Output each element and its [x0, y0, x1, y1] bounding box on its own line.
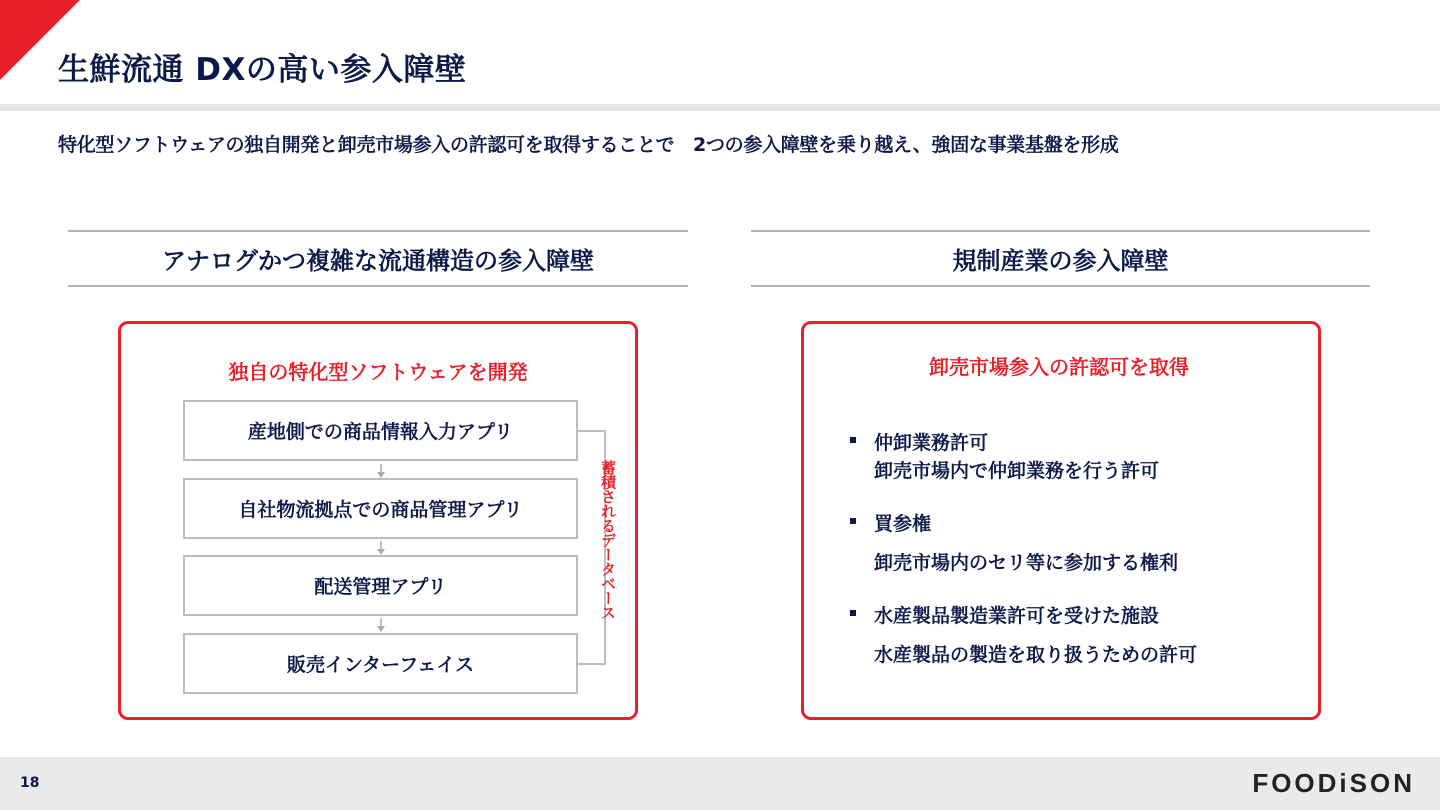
right-section-heading-text: 規制産業の参入障壁 [952, 247, 1169, 275]
license-description: 卸売市場内で仲卸業務を行う許可 [874, 460, 1160, 482]
page-subtitle: 特化型ソフトウェアの独自開発と卸売市場参入の許認可を取得することで 2つの参入障壁を乗り越え、強固な事業基盤を形成 [58, 134, 1119, 156]
license-panel [801, 321, 1321, 720]
app-box-logistics-management [183, 478, 578, 539]
app-box-label: 販売インターフェイス [286, 654, 475, 676]
software-panel-title: 独自の特化型ソフトウェアを開発 [228, 360, 528, 384]
app-box-label: 産地側での商品情報入力アプリ [247, 421, 514, 443]
app-box-sales-interface [183, 633, 578, 694]
app-box-label: 配送管理アプリ [314, 576, 447, 598]
app-box-label: 自社物流拠点での商品管理アプリ [238, 499, 523, 521]
app-box-delivery-management [183, 555, 578, 616]
title-divider [0, 104, 1440, 111]
arrow-down-icon [377, 618, 385, 633]
arrow-down-icon [377, 464, 385, 479]
footer-bar [0, 757, 1440, 810]
license-name: 水産製品製造業許可を受けた施設 [874, 605, 1160, 627]
arrow-down-icon [377, 541, 385, 556]
bullet-square-icon [850, 437, 856, 443]
license-name: 買参権 [874, 513, 932, 535]
foodison-logo: FOODiSON [1252, 768, 1415, 798]
page-title: 生鮮流通 DXの高い参入障壁 [58, 52, 467, 88]
left-section-heading [68, 230, 688, 287]
license-panel-title: 卸売市場参入の許認可を取得 [929, 355, 1189, 379]
license-name: 仲卸業務許可 [874, 432, 989, 454]
license-description: 卸売市場内のセリ等に参加する権利 [874, 552, 1179, 574]
left-section-heading-text: アナログかつ複雑な流通構造の参入障壁 [162, 247, 594, 275]
software-panel [118, 321, 638, 720]
bullet-square-icon [850, 610, 856, 616]
right-section-heading [751, 230, 1370, 287]
app-box-producer-input [183, 400, 578, 461]
license-description: 水産製品の製造を取り扱うための許可 [874, 644, 1198, 666]
database-label: 蓄積されるデータベース [599, 460, 617, 620]
page-number: 18 [20, 775, 40, 791]
bullet-square-icon [850, 518, 856, 524]
